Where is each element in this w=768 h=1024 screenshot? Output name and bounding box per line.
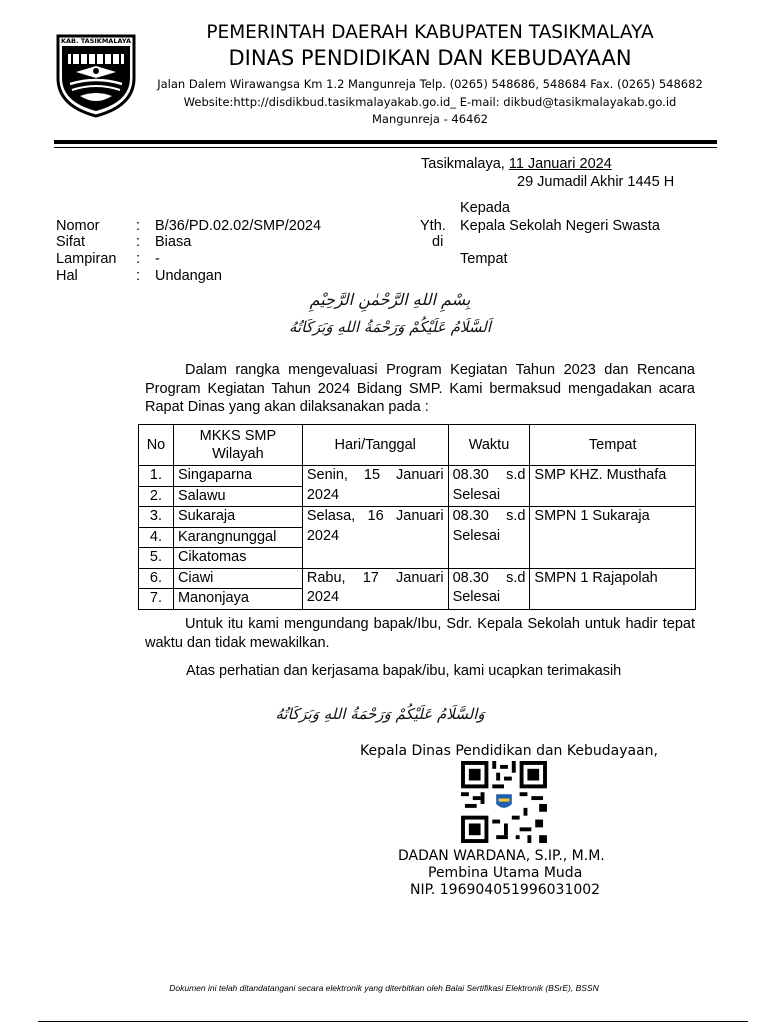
row-date: Senin, 15 Januari 2024 [302, 466, 448, 507]
opening-salam: اَلسَّلَامُ عَلَيْكُمْ وَرَحْمَةُ اللهِ وَبَرَكَاتُهُ [289, 318, 491, 336]
signatory-rank: Pembina Utama Muda [428, 865, 583, 881]
row-place: SMP KHZ. Musthafa [530, 466, 696, 507]
footer-divider [38, 1021, 748, 1022]
meta-value-hal: Undangan [155, 268, 222, 284]
meta-label-lampiran: Lampiran [56, 251, 117, 267]
row-no: 6. [139, 568, 174, 589]
table-header-row [139, 425, 696, 466]
meta-label-sifat: Sifat [56, 234, 86, 250]
row-date: Selasa, 16 Januari 2024 [302, 507, 448, 569]
row-region: Cikatomas [173, 548, 302, 569]
basmalah: بِسْمِ اللهِ الرَّحْمٰنِ الرَّحِيْمِ [309, 290, 471, 309]
meta-label-hal: Hal [56, 268, 78, 284]
row-region: Salawu [173, 486, 302, 507]
recipient-yth: Yth. [420, 218, 446, 234]
row-no: 3. [139, 507, 174, 528]
row-region: Sukaraja [173, 507, 302, 528]
signature-title: Kepala Dinas Pendidikan dan Kebudayaan, [360, 743, 658, 759]
row-place: SMPN 1 Sukaraja [530, 507, 696, 569]
signature-qr-code [460, 761, 548, 843]
row-region: Singaparna [173, 466, 302, 487]
header-no: No [139, 425, 174, 466]
meta-colon: : [136, 218, 141, 234]
header-address: Jalan Dalem Wirawangsa Km 1.2 Mangunreja Telp. (0265) 548686, 548684 Fax. (0265) 548682 [157, 77, 703, 91]
table-row [139, 568, 696, 589]
row-date: Rabu, 17 Januari 2024 [302, 568, 448, 609]
header-divider-thin [54, 147, 717, 148]
header-mkks: MKKS SMP Wilayah [173, 425, 302, 466]
table-row [139, 466, 696, 487]
meta-value-sifat: Biasa [155, 234, 192, 250]
recipient-name: Kepala Sekolah Negeri Swasta [460, 218, 660, 234]
row-place: SMPN 1 Rajapolah [530, 568, 696, 609]
meta-colon: : [136, 268, 141, 284]
recipient-kepada: Kepada [460, 200, 510, 216]
header-time: Waktu [448, 425, 530, 466]
date-gregorian: 11 Januari 2024 [508, 156, 612, 172]
header-website-email: Website:http://disdikbud.tasikmalayakab.go.id_ E-mail: dikbud@tasikmalayakab.go.id [183, 95, 677, 109]
table-row [139, 507, 696, 528]
header-place: Tempat [530, 425, 696, 466]
thanks-paragraph: Atas perhatian dan kerjasama bapak/ibu, kami ucapkan terimakasih [186, 663, 622, 679]
recipient-di: di [432, 234, 444, 250]
row-no: 4. [139, 527, 174, 548]
row-no: 5. [139, 548, 174, 569]
meta-value-nomor: B/36/PD.02.02/SMP/2024 [155, 218, 322, 234]
invite-paragraph: Untuk itu kami mengundang bapak/Ibu, Sdr. Kepala Sekolah untuk hadir tepat waktu dan tidak mewakilkan. [145, 616, 695, 651]
logo-text: KAB. TASIKMALAYA [60, 37, 132, 45]
meta-colon: : [136, 234, 141, 250]
row-time: 08.30 s.d Selesai [448, 568, 530, 609]
header-agency: DINAS PENDIDIKAN DAN KEBUDAYAAN [228, 46, 632, 70]
date-place: Tasikmalaya, [421, 156, 505, 172]
signatory-name: DADAN WARDANA, S.IP., M.M. [398, 848, 605, 864]
e-signature-note: Dokumen ini telah ditandatangani secara elektronik yang diterbitkan oleh Balai Sertifikasi Elektronik (BSrE), BSSN [169, 983, 599, 993]
signatory-nip: NIP. 196904051996031002 [410, 882, 601, 898]
intro-paragraph: Dalam rangka mengevaluasi Program Kegiatan Tahun 2023 dan Rencana Program Kegiatan Tahun 2024 Bidang SMP. Kami bermaksud mengadakan acara Rapat Dinas yang akan dilaksanakan pada : [145, 362, 695, 415]
row-no: 1. [139, 466, 174, 487]
row-region: Manonjaya [173, 589, 302, 610]
meta-value-lampiran: - [155, 251, 160, 267]
meta-colon: : [136, 251, 141, 267]
meta-label-nomor: Nomor [56, 218, 100, 234]
header-government: PEMERINTAH DAERAH KABUPATEN TASIKMALAYA [206, 22, 654, 43]
closing-salam: وَالسَّلَامُ عَلَيْكُمْ وَرَحْمَةُ اللهِ وَبَرَكَاتُهُ [275, 705, 485, 723]
row-time: 08.30 s.d Selesai [448, 507, 530, 569]
row-no: 7. [139, 589, 174, 610]
recipient-tempat: Tempat [460, 251, 508, 267]
header-divider-thick [54, 140, 717, 144]
letter-date [421, 155, 612, 173]
row-region: Ciawi [173, 568, 302, 589]
row-region: Karangnunggal [173, 527, 302, 548]
header-city-zip: Mangunreja - 46462 [372, 112, 488, 126]
row-no: 2. [139, 486, 174, 507]
tasikmalaya-regency-logo [52, 26, 140, 118]
row-time: 08.30 s.d Selesai [448, 466, 530, 507]
schedule-table [138, 424, 696, 610]
date-hijri: 29 Jumadil Akhir 1445 H [517, 174, 675, 190]
header-date: Hari/Tanggal [302, 425, 448, 466]
